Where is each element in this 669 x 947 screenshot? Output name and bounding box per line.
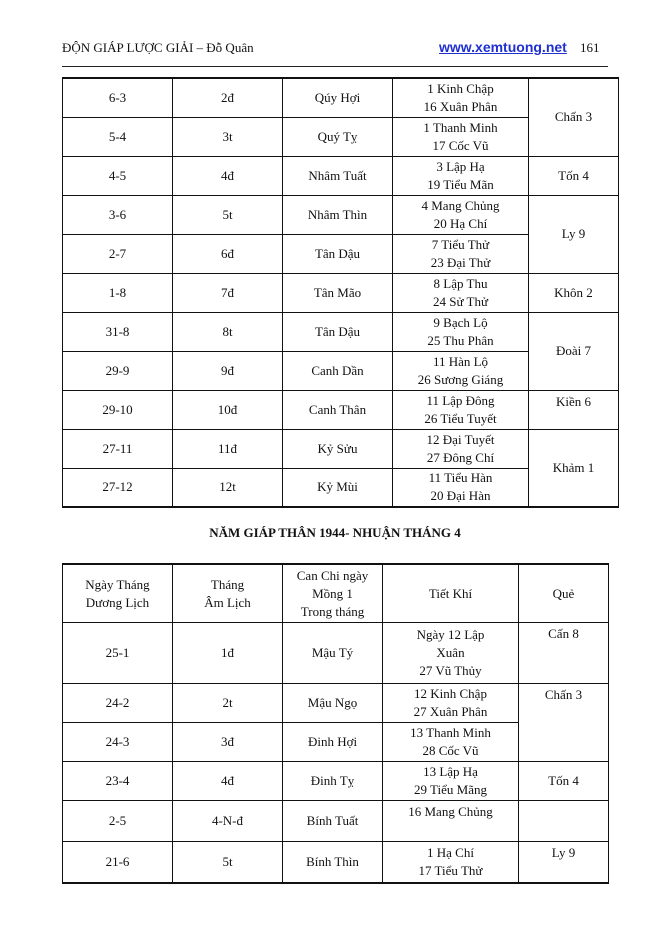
tiet-line: 29 Tiểu Mãng: [414, 782, 487, 797]
date-cell: 23-4: [63, 762, 173, 801]
tiet-line: 28 Cốc Vũ: [422, 743, 479, 758]
canchi-cell: Tân Dậu: [283, 312, 393, 351]
tiet-line: 11 Hàn Lộ: [432, 353, 489, 369]
tiet-line: 1 Hạ Chí: [427, 845, 474, 860]
header-date: [63, 564, 173, 623]
tiet-line: 12 Đại Tuyết: [426, 431, 495, 447]
table-row: [63, 684, 609, 723]
date-cell: 27-11: [63, 429, 173, 468]
canchi-cell: Mậu Ngọ: [283, 684, 383, 723]
tiet-cell: [393, 78, 529, 117]
canchi-cell: Bính Thìn: [283, 842, 383, 884]
tiet-line: 26 Sương Giáng: [417, 371, 504, 387]
tiet-line: 1 Kinh Chập: [427, 80, 494, 96]
que-cell: Ly 9: [519, 842, 609, 884]
tiet-cell: [383, 723, 519, 762]
tiet-line: 20 Đại Hàn: [430, 488, 491, 504]
month-cell: 2đ: [173, 78, 283, 117]
date-cell: 24-2: [63, 684, 173, 723]
tiet-line: 4 Mang Chủng: [421, 197, 500, 213]
header-rule: [62, 66, 608, 67]
canchi-cell: Canh Thân: [283, 390, 393, 429]
table-1944: [62, 563, 609, 884]
que-cell: Ly 9: [529, 195, 619, 273]
header-que: Quẻ: [519, 564, 609, 623]
canchi-cell: Bính Tuất: [283, 801, 383, 842]
header-line: Mồng 1: [312, 585, 353, 601]
tiet-line: 13 Lập Hạ: [423, 764, 478, 779]
header-line: Âm Lịch: [204, 594, 251, 610]
canchi-cell: Kỷ Mùi: [283, 468, 393, 507]
table-row: [63, 842, 609, 884]
table-row: [63, 801, 609, 842]
que-cell: Khôn 2: [529, 273, 619, 312]
canchi-cell: Tân Mão: [283, 273, 393, 312]
month-cell: 8t: [173, 312, 283, 351]
header-canchi: [283, 564, 383, 623]
header-line: Tháng: [210, 576, 245, 592]
tiet-cell: [393, 429, 529, 468]
tiet-line: 8 Lập Thu: [433, 275, 488, 291]
que-cell: Đoài 7: [529, 312, 619, 390]
date-cell: 2-7: [63, 234, 173, 273]
table-row: [63, 623, 609, 684]
month-cell: 5t: [173, 842, 283, 884]
tiet-cell: [393, 468, 529, 507]
date-cell: 31-8: [63, 312, 173, 351]
page-header: [62, 40, 608, 60]
website-link[interactable]: www.xemtuong.net: [439, 39, 567, 55]
tiet-line: 16 Mang Chủng: [408, 804, 493, 819]
table-1943: [62, 77, 619, 508]
table-row: [63, 195, 619, 234]
tiet-line: 17 Tiểu Thử: [418, 863, 483, 878]
canchi-cell: Mậu Tý: [283, 623, 383, 684]
tiet-line: 26 Tiểu Tuyết: [424, 410, 497, 426]
date-cell: 27-12: [63, 468, 173, 507]
header-line: Can Chi ngày: [296, 567, 369, 583]
header-line: Dương Lịch: [85, 594, 150, 610]
canchi-cell: Canh Dần: [283, 351, 393, 390]
tiet-cell: [393, 156, 529, 195]
table-row: [63, 762, 609, 801]
month-cell: 10đ: [173, 390, 283, 429]
month-cell: 9đ: [173, 351, 283, 390]
tiet-line: 27 Vũ Thủy: [419, 663, 482, 678]
tiet-line: 16 Xuân Phân: [423, 98, 498, 114]
header-month: [173, 564, 283, 623]
date-cell: 1-8: [63, 273, 173, 312]
que-cell: Cấn 8: [519, 623, 609, 684]
tiet-cell: [383, 623, 519, 684]
tiet-line: 13 Thanh Minh: [410, 725, 491, 740]
tiet-cell: [393, 234, 529, 273]
canchi-cell: Kỷ Sửu: [283, 429, 393, 468]
tiet-cell: [393, 273, 529, 312]
tiet-line: Xuân: [436, 645, 465, 660]
tiet-cell: [393, 195, 529, 234]
tiet-cell: [383, 801, 519, 842]
page-number: 161: [580, 40, 600, 55]
date-cell: 24-3: [63, 723, 173, 762]
tiet-line: 23 Đại Thử: [430, 254, 491, 270]
book-title: ĐỘN GIÁP LƯỢC GIẢI – Đỗ Quân: [62, 40, 254, 55]
header-line: Trong tháng: [300, 603, 365, 619]
canchi-cell: Nhâm Tuất: [283, 156, 393, 195]
tiet-line: 24 Sử Thử: [432, 293, 489, 309]
tiet-line: 12 Kinh Chập: [414, 686, 487, 701]
que-cell-empty: [519, 801, 609, 842]
date-cell: 25-1: [63, 623, 173, 684]
canchi-cell: Đinh Tỵ: [283, 762, 383, 801]
month-cell: 6đ: [173, 234, 283, 273]
canchi-cell: Nhâm Thìn: [283, 195, 393, 234]
que-cell: Kiền 6: [529, 390, 619, 429]
date-cell: 5-4: [63, 117, 173, 156]
tiet-line: 1 Thanh Minh: [423, 119, 498, 135]
tiet-line: Ngày 12 Lập: [416, 627, 485, 642]
table-row: [63, 273, 619, 312]
month-cell: 11đ: [173, 429, 283, 468]
header-tiet: Tiết Khí: [383, 564, 519, 623]
month-cell: 1đ: [173, 623, 283, 684]
tiet-line: 19 Tiểu Mãn: [427, 176, 494, 192]
date-cell: 3-6: [63, 195, 173, 234]
tiet-cell: [393, 117, 529, 156]
table-row: [63, 312, 619, 351]
month-cell: 2t: [173, 684, 283, 723]
date-cell: 2-5: [63, 801, 173, 842]
tiet-line: 9 Bạch Lộ: [433, 314, 488, 330]
tiet-line: 27 Đông Chí: [426, 449, 495, 465]
date-cell: 29-10: [63, 390, 173, 429]
tiet-line: 11 Lập Đông: [426, 392, 495, 408]
date-cell: 21-6: [63, 842, 173, 884]
date-cell: 4-5: [63, 156, 173, 195]
month-cell: 4-N-đ: [173, 801, 283, 842]
tiet-line: 27 Xuân Phân: [413, 704, 488, 719]
tiet-cell: [383, 684, 519, 723]
table-row: [63, 390, 619, 429]
que-cell: Chấn 3: [529, 78, 619, 156]
tiet-line: 7 Tiểu Thử: [431, 236, 490, 252]
tiet-line: 25 Thu Phân: [427, 332, 494, 348]
canchi-cell: Qúy Hợi: [283, 78, 393, 117]
tiet-cell: [383, 762, 519, 801]
tiet-cell: [393, 390, 529, 429]
que-cell: Tốn 4: [519, 762, 609, 801]
tiet-cell: [393, 351, 529, 390]
tiet-cell: [393, 312, 529, 351]
que-cell: Khảm 1: [529, 429, 619, 507]
month-cell: 12t: [173, 468, 283, 507]
que-cell: Chấn 3: [519, 684, 609, 762]
date-cell: 29-9: [63, 351, 173, 390]
table-row: [63, 156, 619, 195]
tiet-line: 17 Cốc Vũ: [432, 137, 489, 153]
tiet-line: 11 Tiểu Hàn: [428, 470, 493, 486]
table-row: [63, 78, 619, 117]
month-cell: 3t: [173, 117, 283, 156]
month-cell: 4đ: [173, 762, 283, 801]
tiet-line: 3 Lập Hạ: [436, 158, 485, 174]
month-cell: 4đ: [173, 156, 283, 195]
month-cell: 5t: [173, 195, 283, 234]
que-cell: Tốn 4: [529, 156, 619, 195]
section-title: NĂM GIÁP THÂN 1944- NHUẬN THÁNG 4: [209, 525, 461, 540]
table-row: [63, 429, 619, 468]
date-cell: 6-3: [63, 78, 173, 117]
header-line: Ngày Tháng: [85, 576, 150, 592]
canchi-cell: Đinh Hợi: [283, 723, 383, 762]
tiet-line: 20 Hạ Chí: [433, 215, 488, 231]
month-cell: 7đ: [173, 273, 283, 312]
month-cell: 3đ: [173, 723, 283, 762]
tiet-cell: [383, 842, 519, 884]
canchi-cell: Quý Tỵ: [283, 117, 393, 156]
header-row: [63, 564, 609, 623]
canchi-cell: Tân Dậu: [283, 234, 393, 273]
